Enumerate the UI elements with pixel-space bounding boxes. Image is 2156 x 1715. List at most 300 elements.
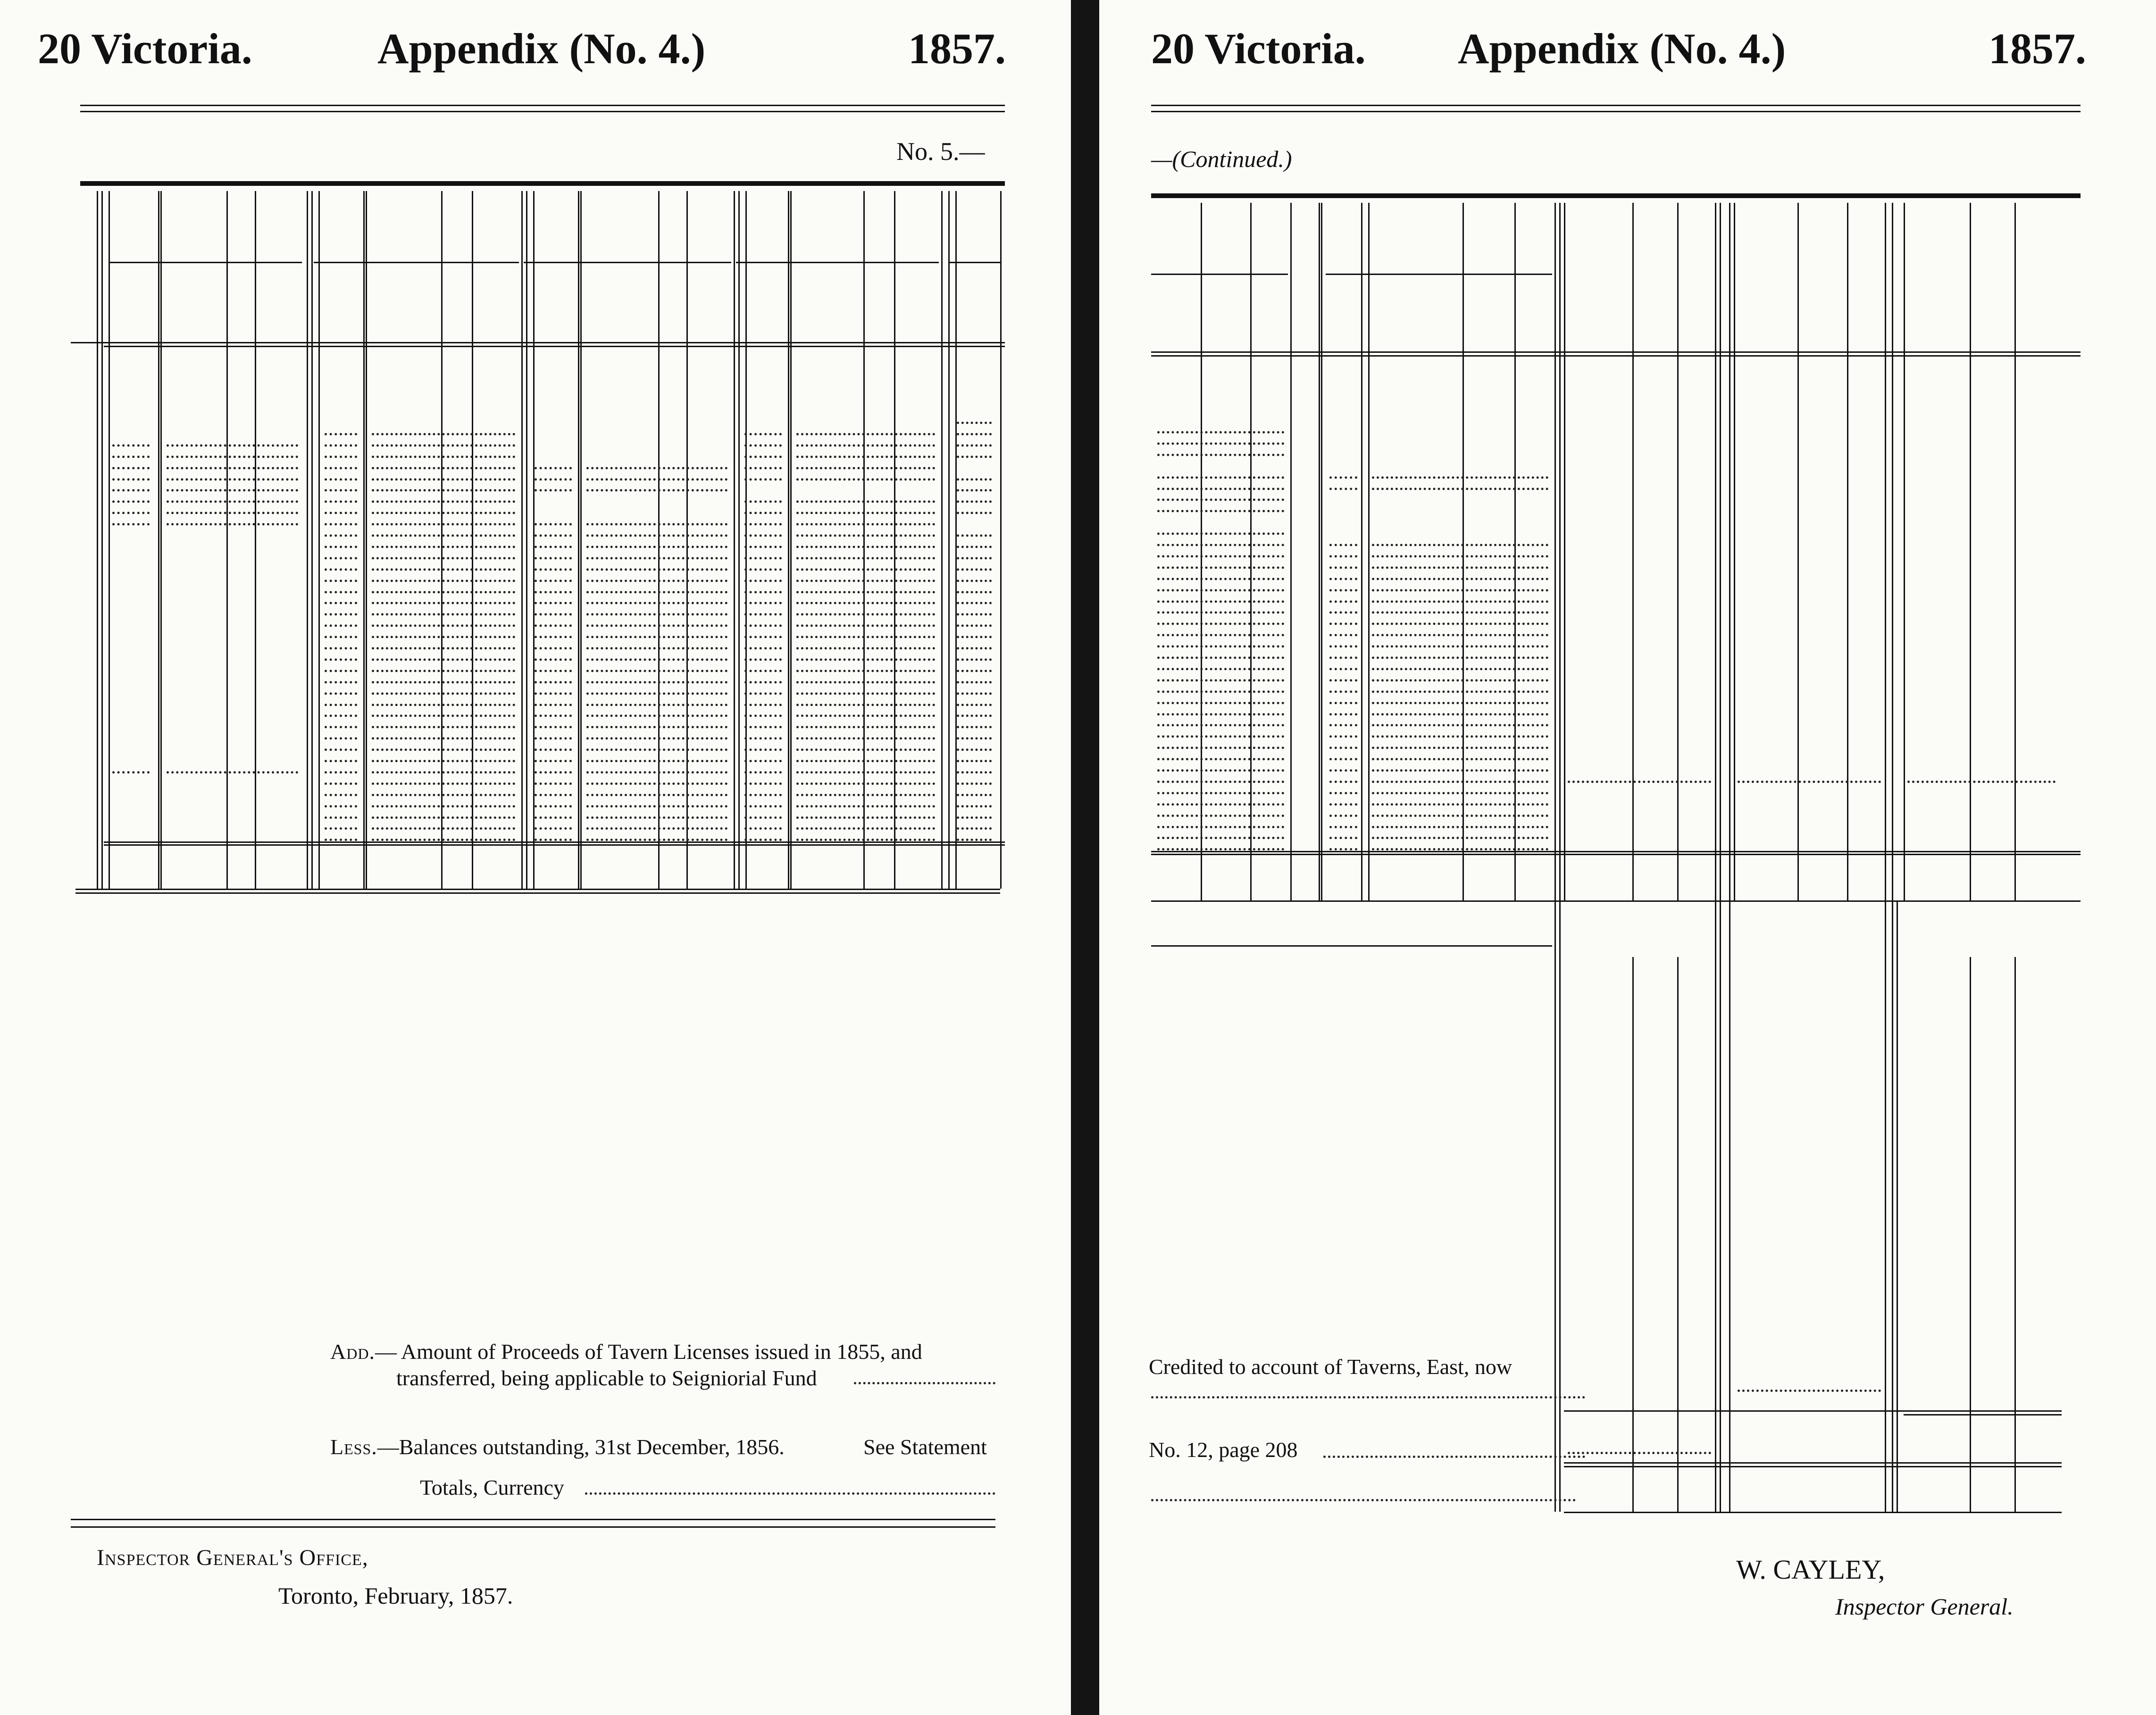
leader-dots (957, 568, 992, 571)
column-rule (1564, 203, 1565, 900)
leader-dots (112, 456, 150, 458)
leader-dots (372, 456, 515, 458)
table-reference: No. 5.— (896, 137, 985, 166)
leader-dots (1157, 600, 1284, 603)
leader-dots (796, 726, 935, 728)
leader-dots (957, 805, 992, 808)
leader-dots (1372, 611, 1548, 614)
leader-dots (1372, 837, 1548, 839)
column-rule (1368, 203, 1370, 900)
leader-dots (325, 681, 357, 683)
leader-dots (372, 444, 515, 447)
leader-dots (796, 433, 935, 435)
leader-dots (535, 568, 572, 571)
left-page (0, 0, 1071, 1715)
header-rule (71, 342, 1005, 343)
leader-dots (372, 715, 515, 717)
leader-dots (1372, 555, 1548, 558)
leader-dots (1157, 510, 1284, 512)
leader-dots (535, 624, 572, 627)
leader-dots (586, 467, 727, 469)
leader-dots (1329, 803, 1357, 806)
leader-dots (535, 681, 572, 683)
leader-dots (1372, 668, 1548, 670)
leader-dots (796, 444, 935, 447)
leader-dots (796, 557, 935, 559)
leader-dots (1372, 702, 1548, 704)
leader-dots (744, 433, 782, 435)
leader-dots (957, 692, 992, 695)
leader-dots (586, 704, 727, 706)
leader-dots (744, 827, 782, 830)
leader-dots (586, 613, 727, 616)
column-rule (1554, 900, 1556, 1512)
leader-dots (586, 580, 727, 582)
leader-dots (372, 546, 515, 548)
leader-dots (744, 670, 782, 672)
leader-dots (1157, 623, 1284, 625)
leader-dots (796, 839, 935, 841)
leader-dots (1329, 488, 1357, 490)
leader-dots (535, 726, 572, 728)
leader-dots (796, 512, 935, 514)
leader-dots (586, 692, 727, 695)
leader-dots (957, 602, 992, 604)
leader-dots (1157, 488, 1284, 490)
column-rule (1677, 203, 1679, 900)
leader-dots (957, 500, 992, 503)
footer-rule (71, 1519, 995, 1520)
leader-dots (325, 580, 357, 582)
leader-dots (796, 771, 935, 774)
leader-dots (1329, 634, 1357, 636)
leader-dots (744, 478, 782, 481)
leader-dots (957, 726, 992, 728)
leader-dots (744, 647, 782, 649)
totals-bottom-rule (1151, 900, 2081, 902)
leader-dots (372, 771, 515, 774)
leader-dots (744, 456, 782, 458)
summary-rule (1564, 1462, 2062, 1464)
column-rule (1554, 203, 1556, 900)
leader-dots (957, 557, 992, 559)
leader-dots (325, 557, 357, 559)
leader-dots (1329, 702, 1357, 704)
leader-dots (1372, 826, 1548, 828)
leader-dots (957, 670, 992, 672)
year-heading: 1857. (1989, 25, 2086, 73)
leader-dots (744, 715, 782, 717)
totals-rule (1151, 854, 2081, 855)
leader-dots (167, 512, 298, 514)
leader-dots (372, 602, 515, 604)
leader-dots (167, 489, 298, 491)
leader-dots (325, 827, 357, 830)
leader-dots (796, 456, 935, 458)
leader-dots (1372, 713, 1548, 716)
leader-dots (796, 467, 935, 469)
column-rule (1885, 900, 1886, 1512)
leader-dots (325, 839, 357, 841)
leader-dots (325, 794, 357, 796)
leader-dots (744, 568, 782, 571)
leader-dots (1157, 781, 1284, 783)
leader-dots (796, 523, 935, 525)
leader-dots (1372, 623, 1548, 625)
leader-dots (1372, 735, 1548, 738)
leader-dots (1157, 442, 1284, 445)
leader-dots (167, 444, 298, 447)
leader-dots (372, 568, 515, 571)
credited-label: Credited to account of Taverns, East, now (1149, 1355, 1513, 1379)
leader-dots (372, 580, 515, 582)
leader-dots (957, 444, 992, 447)
leader-dots (1157, 544, 1284, 546)
leader-dots (535, 715, 572, 717)
leader-dots (1372, 488, 1548, 490)
leader-dots (957, 658, 992, 661)
leader-dots (586, 647, 727, 649)
column-rule (788, 191, 789, 889)
leader-dots (957, 534, 992, 537)
leader-dots (744, 816, 782, 819)
leader-dots (325, 760, 357, 762)
leader-dots (796, 580, 935, 582)
leader-dots (1329, 679, 1357, 682)
leader-dots (535, 613, 572, 616)
leader-dots (325, 602, 357, 604)
year-heading: 1857. (908, 25, 1006, 73)
leader-dots (325, 692, 357, 695)
column-rule (521, 191, 523, 889)
header-rule (104, 346, 1005, 347)
leader-dots (1329, 781, 1357, 783)
leader-dots (586, 771, 727, 774)
totals-rule (104, 841, 1005, 843)
column-rule (1892, 203, 1893, 900)
leader-dots (372, 726, 515, 728)
leader-dots (325, 726, 357, 728)
leader-dots (586, 816, 727, 819)
column-rule (1559, 900, 1561, 1512)
leader-dots (167, 500, 298, 503)
leader-dots (1329, 792, 1357, 794)
leader-dots (744, 636, 782, 638)
column-rule (311, 191, 313, 889)
leader-dots (744, 692, 782, 695)
leader-dots (744, 613, 782, 616)
column-rule (578, 191, 579, 889)
leader-dots (796, 546, 935, 548)
add-text: — Amount of Proceeds of Tavern Licenses issued in 1855, and (375, 1340, 922, 1364)
leader-dots (796, 478, 935, 481)
leader-dots (1157, 476, 1284, 479)
column-rule (97, 191, 98, 889)
leader-dots (744, 624, 782, 627)
leader-dots (957, 681, 992, 683)
footer-rule (71, 1526, 995, 1528)
group-heading-rule (1326, 274, 1552, 275)
leader-dots (325, 624, 357, 627)
leader-dots (1372, 758, 1548, 760)
leader-dots (372, 523, 515, 525)
leader-dots (1157, 533, 1284, 535)
leader-dots (325, 467, 357, 469)
leader-dots (1372, 792, 1548, 794)
leader-dots (535, 704, 572, 706)
leader-dots (744, 580, 782, 582)
leader-dots (372, 489, 515, 491)
leader-dots (957, 839, 992, 841)
leader-dots (535, 794, 572, 796)
leader-dots (167, 456, 298, 458)
leader-dots (1329, 600, 1357, 603)
leader-dots (744, 512, 782, 514)
leader-dots (1372, 645, 1548, 648)
leader-dots (744, 794, 782, 796)
leader-dots (1329, 555, 1357, 558)
leader-dots (1157, 691, 1284, 693)
leader-dots (744, 523, 782, 525)
leader-dots (744, 760, 782, 762)
column-rule (1319, 203, 1320, 900)
column-rule (101, 191, 103, 889)
leader-dots (1568, 1452, 1711, 1454)
leader-dots (112, 523, 150, 525)
leader-dots (325, 568, 357, 571)
leader-dots (957, 704, 992, 706)
leader-dots (372, 737, 515, 740)
leader-dots (372, 692, 515, 695)
leader-dots (535, 557, 572, 559)
column-rule (318, 191, 320, 889)
leader-dots (325, 523, 357, 525)
leader-dots (586, 478, 727, 481)
leader-dots (1157, 815, 1284, 817)
leader-dots (372, 827, 515, 830)
leader-dots (586, 658, 727, 661)
leader-dots (535, 805, 572, 808)
office-label: Inspector General's Office, (97, 1545, 368, 1570)
leader-dots (796, 681, 935, 683)
leader-dots (1157, 792, 1284, 794)
totals-bottom-rule (1151, 945, 1552, 947)
column-rule (158, 191, 159, 889)
column-rule (738, 191, 740, 889)
column-rule (1897, 900, 1898, 1512)
leader-dots (1329, 826, 1357, 828)
leader-dots (372, 624, 515, 627)
continued-label: —(Continued.) (1151, 146, 1292, 172)
signature-title: Inspector General. (1835, 1593, 2014, 1620)
column-rule (948, 191, 950, 889)
group-heading-rule (314, 262, 519, 263)
leader-dots (167, 771, 298, 774)
column-rule (255, 191, 256, 889)
leader-dots (586, 737, 727, 740)
column-rule (366, 191, 367, 889)
leader-dots (957, 591, 992, 593)
leader-dots (1157, 589, 1284, 591)
leader-dots (744, 658, 782, 661)
leader-dots (957, 715, 992, 717)
leader-dots (586, 726, 727, 728)
leader-dots (1157, 611, 1284, 614)
less-note (330, 1434, 785, 1460)
leader-dots (1157, 803, 1284, 806)
leader-dots (535, 636, 572, 638)
leader-dots (1157, 645, 1284, 648)
column-rule (1715, 900, 1716, 1512)
leader-dots (796, 692, 935, 695)
leader-dots (1157, 454, 1284, 456)
leader-dots (372, 534, 515, 537)
leader-dots (744, 534, 782, 537)
leader-dots (957, 478, 992, 481)
leader-dots (744, 602, 782, 604)
leader-dots (586, 715, 727, 717)
leader-dots (535, 783, 572, 785)
leader-dots (957, 737, 992, 740)
leader-dots (1907, 781, 2056, 783)
leader-dots (1372, 691, 1548, 693)
leader-dots (796, 500, 935, 503)
column-rule (1892, 900, 1893, 1512)
leader-dots (796, 647, 935, 649)
leader-dots (1157, 555, 1284, 558)
leader-dots (1157, 566, 1284, 569)
leader-dots (1372, 724, 1548, 726)
leader-dots (586, 602, 727, 604)
leader-dots (1372, 566, 1548, 569)
leader-dots (1157, 431, 1284, 433)
leader-dots (744, 444, 782, 447)
leader-dots (796, 591, 935, 593)
leader-dots (372, 591, 515, 593)
leader-dots (1157, 668, 1284, 670)
leader-dots (957, 456, 992, 458)
leader-dots (796, 670, 935, 672)
column-rule (1797, 203, 1799, 900)
group-heading-rule (1151, 274, 1288, 275)
table-bottom-rule (75, 892, 1000, 894)
leader-dots (586, 783, 727, 785)
group-heading-rule (109, 262, 302, 263)
leader-dots (796, 658, 935, 661)
leader-dots (372, 433, 515, 435)
column-rule (2014, 203, 2016, 900)
leader-dots (535, 771, 572, 774)
leader-dots (535, 760, 572, 762)
column-rule (160, 191, 162, 889)
leader-dots (372, 816, 515, 819)
leader-dots (325, 670, 357, 672)
leader-dots (1329, 611, 1357, 614)
leader-dots (586, 557, 727, 559)
leader-dots (325, 658, 357, 661)
leader-dots (586, 805, 727, 808)
leader-dots (744, 591, 782, 593)
leader-dots (1738, 781, 1881, 783)
leader-dots (372, 794, 515, 796)
leader-dots (325, 715, 357, 717)
leader-dots (586, 760, 727, 762)
leader-dots (1329, 735, 1357, 738)
leader-dots (372, 647, 515, 649)
leader-dots (325, 737, 357, 740)
totals-currency-label: Totals, Currency (420, 1475, 564, 1499)
leader-dots (325, 749, 357, 751)
leader-dots (744, 681, 782, 683)
leader-dots (1151, 1396, 1585, 1399)
column-rule (580, 191, 582, 889)
office-location: Toronto, February, 1857. (278, 1582, 513, 1609)
column-rule (1462, 203, 1464, 900)
leader-dots (957, 636, 992, 638)
leader-dots (957, 546, 992, 548)
leader-dots (796, 805, 935, 808)
leader-dots (796, 760, 935, 762)
leader-dots (112, 512, 150, 514)
leader-dots (586, 670, 727, 672)
leader-dots (535, 737, 572, 740)
leader-dots (535, 523, 572, 525)
leader-dots (535, 658, 572, 661)
leader-dots (744, 771, 782, 774)
leader-dots (796, 636, 935, 638)
leader-dots (372, 670, 515, 672)
leader-dots (586, 591, 727, 593)
column-rule (1559, 203, 1561, 900)
leader-dots (796, 783, 935, 785)
add-note-cont: transferred, being applicable to Seigniorial Fund (396, 1366, 817, 1390)
leader-dots (957, 647, 992, 649)
column-rule (2014, 957, 2016, 1512)
leader-dots (1329, 544, 1357, 546)
leader-dots (1329, 769, 1357, 772)
leader-dots (1329, 589, 1357, 591)
leader-dots (1372, 634, 1548, 636)
appendix-heading: Appendix (No. 4.) (377, 25, 706, 73)
leader-dots (372, 557, 515, 559)
leader-dots (957, 624, 992, 627)
leader-dots (535, 749, 572, 751)
leader-dots (372, 478, 515, 481)
leader-dots (1157, 578, 1284, 580)
leader-dots (744, 500, 782, 503)
leader-dots (1329, 476, 1357, 479)
leader-dots (1329, 566, 1357, 569)
leader-dots (585, 1492, 995, 1495)
leader-dots (1329, 657, 1357, 659)
leader-dots (1323, 1456, 1585, 1458)
leader-dots (744, 546, 782, 548)
leader-dots (1329, 578, 1357, 580)
leader-dots (796, 827, 935, 830)
leader-dots (535, 816, 572, 819)
table-bottom-rule (75, 889, 1000, 890)
leader-dots (1372, 803, 1548, 806)
leader-dots (957, 422, 992, 424)
column-rule (307, 191, 308, 889)
leader-dots (1372, 679, 1548, 682)
page-gutter (1071, 0, 1099, 1715)
leader-dots (535, 827, 572, 830)
leader-dots (325, 500, 357, 503)
leader-dots (372, 805, 515, 808)
leader-dots (1157, 724, 1284, 726)
leader-dots (1372, 781, 1548, 783)
